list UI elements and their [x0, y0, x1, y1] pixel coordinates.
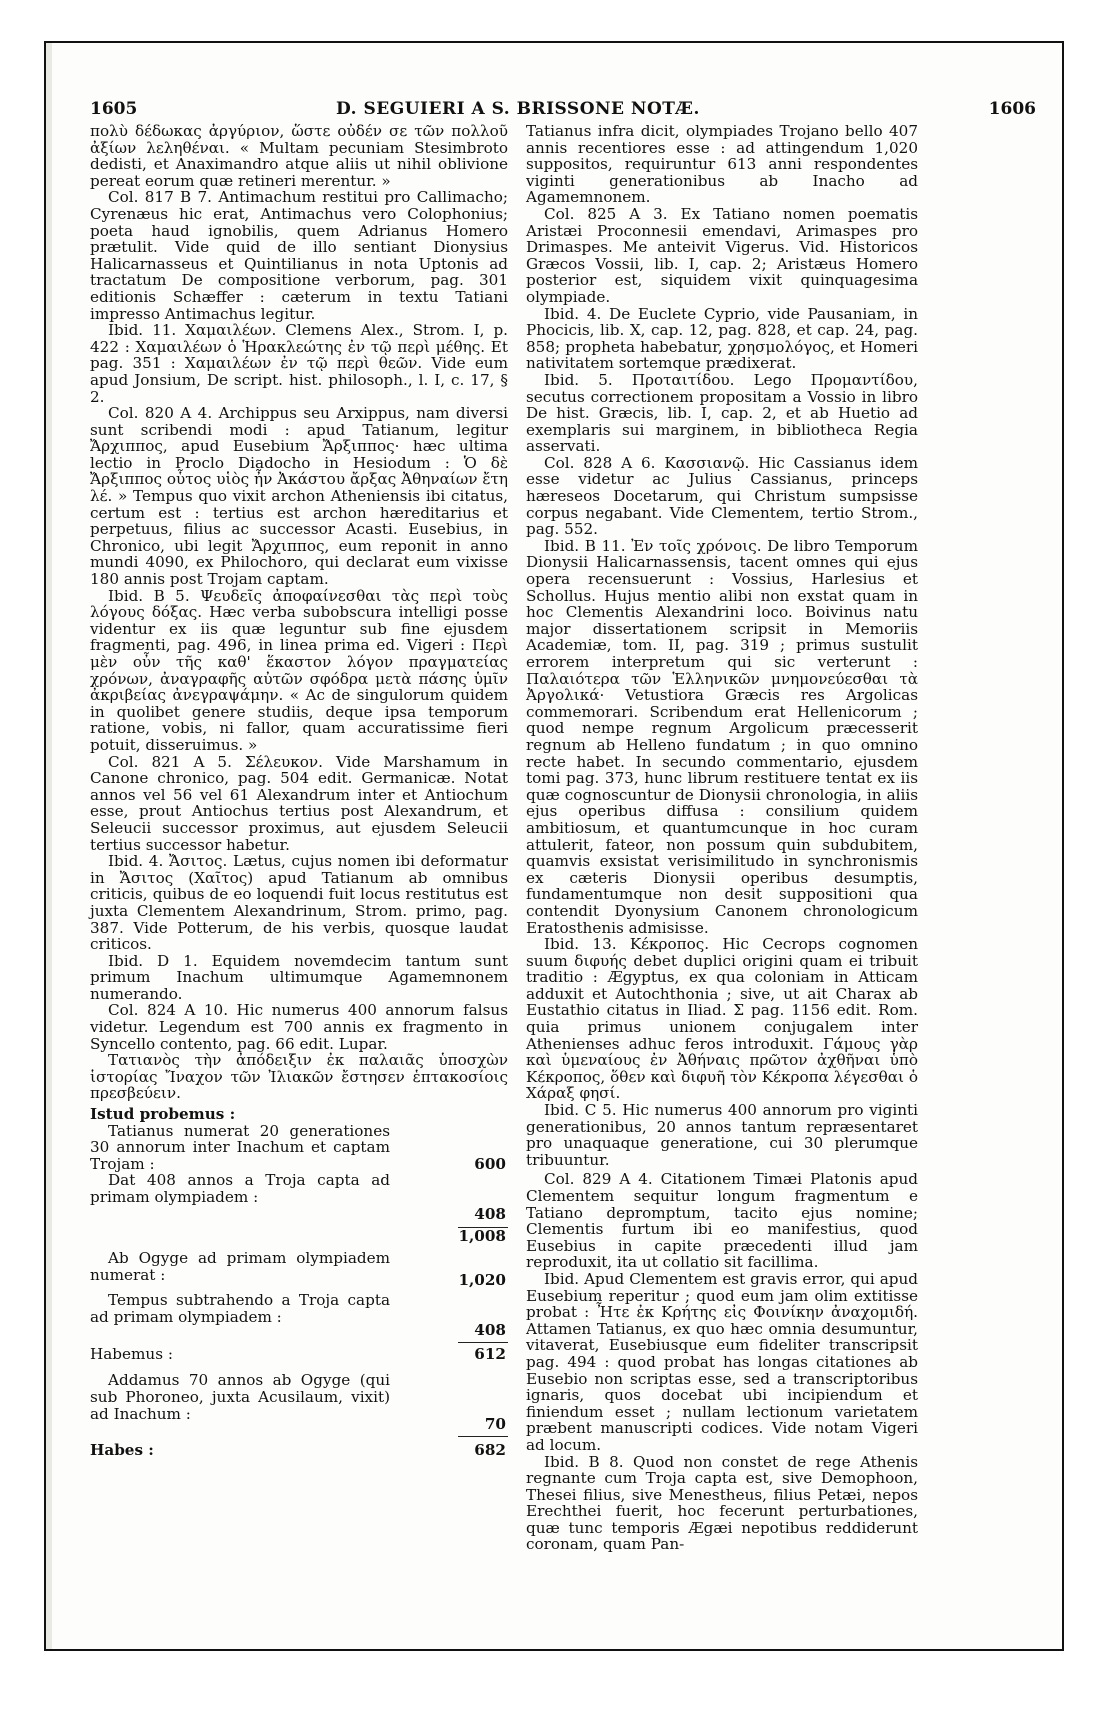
- paragraph: Ibid. 4. De Euclete Cyprio, vide Pausaniam, in Phocicis, lib. X, cap. 12, pag. 828, et cap. 24, pag. 858; propheta habebatur, χρησμολόγος, et Homeri nativitatem sortemque prædixerat.: [526, 304, 918, 373]
- paragraph: Col. 820 A 4. Archippus seu Arxippus, nam diversi sunt scribendi modi : apud Tatianum, legitur Ἄρχιππος, apud Eusebium Ἄρξιππος· hæc ultima lectio in Proclo Diadocho in Hesiodum : Ὁ δὲ Ἄρξιππος οὗτος υἱὸς ἦν Ἀκάστου ἄρξας Ἀθηναίων ἔτη λέ. » Tempus quo vixit archon Atheniensis ibi citatus, certum est : tertius est archon hæreditarius et perpetuus, filius ac successor Acasti. Eusebius, in Chronico, ubi legit Ἄρχιππος, eum reponit in anno mundi 4090, ex Philochoro, qui declarat eum vixisse 180 annis post Trojam captam.: [90, 404, 508, 589]
- left-column: [90, 123, 508, 1462]
- calc-row: [90, 1338, 508, 1366]
- paragraph: Ibid. 11. Χαμαιλέων. Clemens Alex., Strom. I, p. 422 : Χαμαιλέων ὁ Ἡρακλεώτης ἐν τῷ περὶ μέθης. Et pag. 351 : Χαμαιλέων ἐν τῷ περὶ θεῶν. Vide eum apud Jonsium, De script. hist. philosoph., l. I, c. 17, § 2.: [90, 321, 508, 406]
- calc-row: [90, 1432, 508, 1462]
- calc-value: 408: [474, 1320, 506, 1339]
- right-column: [526, 123, 918, 1553]
- calc-heading: Istud probemus :: [90, 1105, 236, 1124]
- paragraph: Col. 824 A 10. Hic numerus 400 annorum falsus videtur. Legendum est 700 annis ex fragmento in Syncello contento, pag. 66 edit. Lupar.: [90, 1001, 508, 1053]
- paragraph: Ibid. 4. Ἄσιτος. Lætus, cujus nomen ibi deformatur in Ἄσιτος (Χαῖτος) apud Tatianum ab omnibus criticis, quibus de eo loquendi fuit locus restitutus est juxta Clementem Alexandrinum, Strom. primo, pag. 387. Vide Potterum, de his verbis, quosque laudat criticos.: [90, 852, 508, 954]
- paragraph: Ibid. D 1. Equidem novemdecim tantum sunt primum Inachum ultimumque Agamemnonem numerando.: [90, 951, 508, 1003]
- paragraph: Col. 821 A 5. Σέλευκον. Vide Marshamum in Canone chronico, pag. 504 edit. Germanicæ. Notat annos vel 56 vel 61 Alexandrum inter et Antiochum esse, prout Antiochus tertius post Alexandrum, et Seleucii successor proximus, aut ejusdem Seleucii tertius successor habetur.: [90, 752, 508, 854]
- paragraph: Ibid. 13. Κέκροπος. Hic Cecrops cognomen suum διφυής debet duplici origini quam ei tribuit traditio : Ægyptus, ex qua coloniam in Atticam adduxit et Autochthonia ; sive, ut ait Charax ab Eustathio citatus in Iliad. Σ pag. 1156 edit. Rom. quia primus unionem conjugalem inter Athenienses adhuc feros introduxit. Γάμους γὰρ καὶ ὑμεναίους ἐν Ἀθήναις πρῶτον ἀχθῆναι ὑπὸ Κέκροπος, ὅθεν καὶ διφυῆ τὸν Κέκροπα λέγεσθαι ὁ Χάραξ φησί.: [526, 935, 918, 1103]
- calc-label: Habemus :: [90, 1345, 173, 1364]
- calc-label: Habes :: [90, 1441, 154, 1460]
- calc-value: 600: [474, 1154, 506, 1173]
- paragraph: Ibid. B 11. Ἐν τοῖς χρόνοις. De libro Temporum Dionysii Halicarnassensis, tacent omnes qui ejus opera recensuerunt : Vossius, Harlesius et Schollus. Hujus mentio alibi non exstat quam in hoc Clementis Alexandrini loco. Boivinus natu major dissertationem scripsit in Memoriis Academiæ, tom. II, pag. 319 ; primus sustulit errorem interpretum qui sic verterunt : Παλαιότερα τῶν Ἑλληνικῶν μνημονεύεσθαι τὰ Ἀργολικά· Vetustiora Græcis res Argolicas commemorari. Scribendum erat Hellenicorum ; quod nempe regnum Argolicum præcesserit regnum ab Helleno fundatum ; in quo omnino recte habet. In secundo commentario, ejusdem tomi pag. 373, hunc librum restituere tentat ex iis quæ cognoscuntur de Dionysii chronologia, in aliis ejus operibus diffusa : consilium quidem ambitiosum, et quantumcunque in hoc curam attulerit, fateor, non possum quin subdubitem, quamvis exsistat verisimilitudo in synchronismis ex cæteris Dionysii operibus desumptis, fundamentumque non desit suppositioni qua contendit Dyonysium Canonem chronologicum Eratosthenis admisisse.: [526, 536, 918, 937]
- page-number-left: 1605: [90, 99, 138, 119]
- calc-value: 1,020: [458, 1270, 506, 1289]
- paragraph: πολὺ δέδωκας ἀργύριον, ὥστε οὐδέν σε τῶν πολλοῦ ἀξίων λεληθέναι. « Multam pecuniam Stesimbroto dedisti, et Anaximandro atque aliis ut nihil oblivione pereat eorum quæ retineri merentur. »: [90, 122, 508, 190]
- calc-row: [90, 1250, 508, 1292]
- calc-value: 682: [474, 1441, 506, 1460]
- calc-value: 1,008: [458, 1227, 506, 1246]
- calc-value: 70: [484, 1414, 506, 1433]
- calc-row: [90, 1172, 508, 1224]
- paragraph: Col. 828 A 6. Κασσιανῷ. Hic Cassianus idem esse videtur ac Julius Cassianus, princeps hæreseos Docetarum, qui Christum sumpsisse corpus negabant. Vide Clementem, tertio Strom., pag. 552.: [526, 453, 918, 539]
- calc-label: Dat 408 annos a Troja capta ad primam olympiadem :: [90, 1171, 390, 1206]
- paragraph: Ibid. 5. Προταιτίδου. Lego Προμαντίδου, secutus correctionem propositam a Vossio in libro De hist. Græcis, lib. I, cap. 2, et ab Huetio ad exemplaris sui marginem, in bibliotheca Regia asservati.: [526, 370, 918, 456]
- calc-heading-row: [90, 1106, 508, 1123]
- calc-row: [90, 1123, 508, 1173]
- book-page: [44, 41, 1064, 1651]
- running-title: D. SEGUIERI A S. BRISSONE NOTÆ.: [336, 99, 700, 119]
- calc-label: Ab Ogyge ad primam olympiadem numerat :: [90, 1249, 390, 1284]
- paragraph: Ibid. C 5. Hic numerus 400 annorum pro viginti generationibus, 20 annos tantum repræsentaret pro unaquaque generatione, cui 30 plerumque tribuuntur.: [526, 1101, 918, 1169]
- paragraph: Tatianus infra dicit, olympiades Trojano bello 407 annis recentiores esse : ad attingendum 1,020 suppositos, requiruntur 613 anni respondentes viginti generationibus ab Inacho ad Agamemnonem.: [526, 122, 918, 207]
- paragraph: Col. 829 A 4. Citationem Timæi Platonis apud Clementem sequitur longum fragmentum e Tatiano depromptum, tacito ejus nomine; Clementis furtum ibi eo manifestius, quod Eusebius in capite præcedenti illud jam reproduxit, ita ut collatio sit facillima.: [526, 1170, 918, 1272]
- greek-quotation: Τατιανὸς τὴν ἀπόδειξιν ἐκ παλαιᾶς ὑποσχὼν ἱστορίας Ἴναχον τῶν Ἰλιακῶν ἔστησεν ἑπτακοσίοις πρεσβεύειν.: [90, 1051, 508, 1103]
- calculation-table: [90, 1106, 508, 1462]
- calc-row: [90, 1224, 508, 1250]
- calc-label: Tatianus numerat 20 generationes 30 annorum inter Inachum et captam Trojam :: [90, 1121, 390, 1173]
- calc-label: Tempus subtrahendo a Troja capta ad primam olympiadem :: [90, 1291, 390, 1326]
- page-number-right: 1606: [988, 99, 1036, 119]
- paragraph: Ibid. B 8. Quod non constet de rege Athenis regnante cum Troja capta est, sive Demophoon, Thesei filius, sive Menestheus, filius Petæi, nepos Erechthei fuerit, hoc fecerunt perturbationes, quæ tunc temporis Ægæi nepotibus reddiderunt coronam, quam Pan-: [526, 1452, 918, 1554]
- paragraph: Col. 825 A 3. Ex Tatiano nomen poematis Aristæi Proconnesii emendavi, Arimaspes pro Drimaspes. Me anteivit Vigerus. Vid. Historicos Græcos Vossii, lib. I, cap. 2; Aristæus Homero posterior est, siquidem vixit quinquagesima olympiade.: [526, 204, 918, 306]
- calc-label: Addamus 70 annos ab Ogyge (qui sub Phoroneo, juxta Acusilaum, vixit) ad Inachum :: [90, 1371, 390, 1423]
- calc-value: 612: [474, 1345, 506, 1364]
- paragraph: Ibid. Apud Clementem est gravis error, qui apud Eusebium reperitur ; quod eum jam olim extitisse probat : Ἦτε ἐκ Κρήτης εἰς Φοινίκην ἀναχομιδή. Attamen Tatianus, ex quo hæc omnia desumuntur, vitaverat, Eusebiusque eum fideliter transcripsit pag. 494 : quod probat has longas citationes ab Eusebio non scriptas esse, sed a transcriptoribus ignaris, quos docebat ubi incipiendum et finiendum esset ; nullam lectionum varietatem præbent manuscripti codices. Vide notam Vigeri ad locum.: [526, 1269, 918, 1454]
- calc-value: 408: [474, 1204, 506, 1223]
- page-edge-shadow: [46, 43, 52, 1649]
- paragraph: Ibid. B 5. Ψευδεῖς ἀποφαίνεσθαι τὰς περὶ τοὺς λόγους δόξας. Hæc verba subobscura intelligi posse videntur ex iis quæ leguntur sub fine ejusdem fragmenti, pag. 496, in linea prima ed. Vigeri : Περὶ μὲν οὖν τῆς καθ' ἕκαστον λόγον πραγματείας χρόνων, ἀναγραφῆς αὐτῶν σφόδρα μετὰ πάσης ὑμῖν ἀκριβείας ἀνεγραψάμην. « Ac de singulorum quidem in quolibet genere studiis, deque ipsa temporum ratione, vobis, ni fallor, quam accuratissime fieri potuit, disseruimus. »: [90, 586, 508, 754]
- calc-row: [90, 1292, 508, 1338]
- calc-row: [90, 1366, 508, 1432]
- paragraph: Col. 817 B 7. Antimachum restitui pro Callimacho; Cyrenæus hic erat, Antimachus vero Colophonius; poeta haud ignobilis, quem Adrianus Homero prætulit. Vide quid de illo sentiant Dionysius Halicarnasseus et Quintilianus in nota Uptonis ad tractatum De compositione verborum, pag. 301 editionis Schæffer : cæterum in textu Tatiani impresso Antimachus legitur.: [90, 188, 508, 323]
